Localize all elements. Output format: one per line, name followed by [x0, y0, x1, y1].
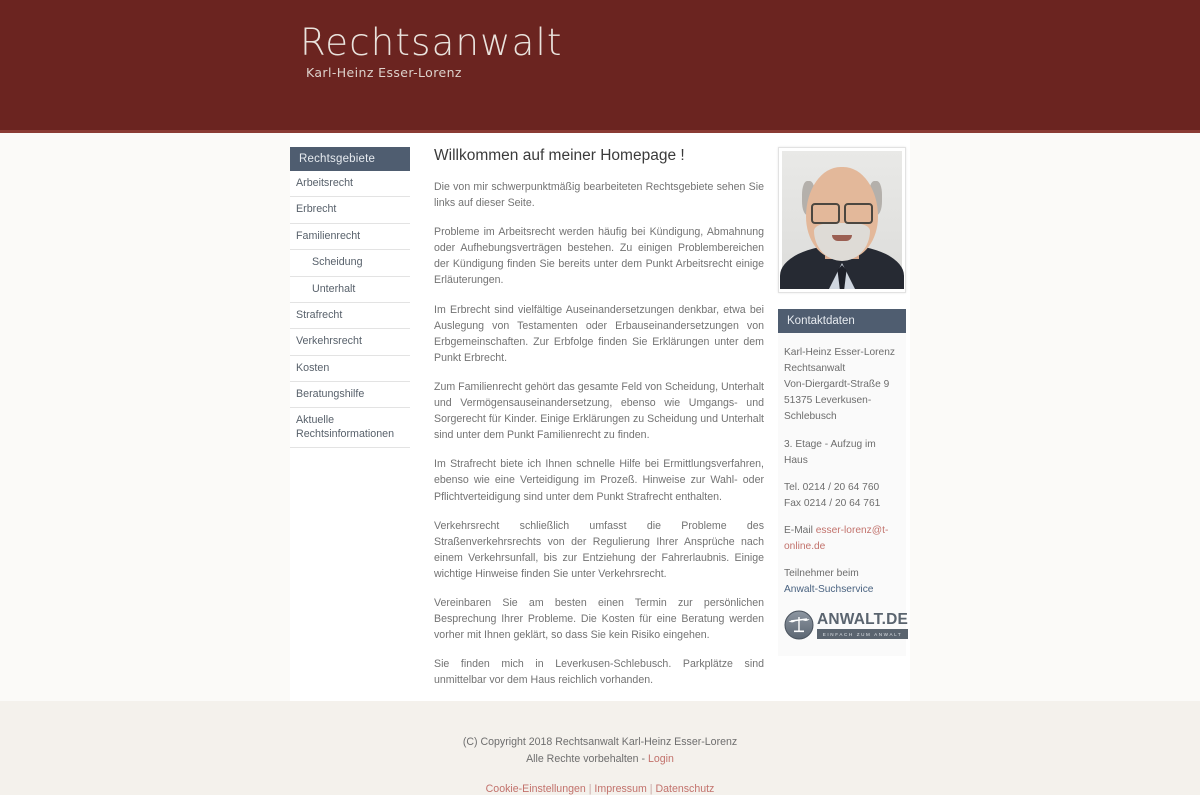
body-paragraph: Vereinbaren Sie am besten einen Termin zur persönlichen Besprechung Ihrer Probleme. Die Kosten für eine Beratung werden vorher mit Ihnen geklärt, so dass Sie kein Risiko eingehen.	[434, 596, 764, 642]
sidebar-panel-title: Rechtsgebiete	[290, 147, 410, 171]
sidebar-link[interactable]: Unterhalt	[312, 282, 356, 295]
body-paragraph: Die von mir schwerpunktmäßig bearbeiteten Rechtsgebiete sehen Sie links auf dieser Seite.	[434, 181, 764, 210]
contact-email-block	[784, 523, 898, 555]
sidebar-link[interactable]: Strafrecht	[296, 308, 343, 321]
footer-separator: |	[585, 783, 595, 795]
contact-panel-title: Kontaktdaten	[778, 309, 906, 333]
sidebar-item-strafrecht[interactable]	[290, 303, 410, 329]
anwalt-badge-name: ANWALT.DE	[817, 610, 909, 628]
main-content	[410, 147, 778, 701]
body-paragraph: Im Erbrecht sind vielfältige Auseinandersetzungen denkbar, etwa bei Auslegung von Testamenten oder Erbauseinandersetzungen von Erbgemeinschaften. Zur Erbfolge finden Sie Erklärungen unter dem Punkt Erbrecht.	[434, 303, 764, 364]
sidebar-link[interactable]: Aktuelle Rechtsinformationen	[296, 414, 395, 440]
footer-copyright: (C) Copyright 2018 Rechtsanwalt Karl-Heinz Esser-Lorenz	[462, 736, 738, 749]
contact-email-link[interactable]: esser-lorenz@t-online.de	[784, 524, 889, 553]
sidebar-item-arbeitsrecht[interactable]	[290, 171, 410, 197]
sidebar-item-kosten[interactable]	[290, 356, 410, 382]
logo-subtitle: Karl-Heinz Esser-Lorenz	[306, 64, 462, 80]
sidebar-link[interactable]: Beratungshilfe	[296, 388, 365, 400]
footer-rights-line	[0, 751, 1200, 767]
membership-label: Teilnehmer beim	[784, 568, 859, 580]
body-paragraph: Probleme im Arbeitsrecht werden häufig bei Kündigung, Abmahnung oder Aufhebungsverträgen bestehen. Zu einigen Problembereichen der Kündigung finden Sie bereits unter dem Punkt Arbeitsrecht einige Erläuterungen.	[434, 226, 764, 287]
page-title: Willkommen auf meiner Homepage !	[434, 147, 685, 164]
sidebar-nav	[290, 171, 410, 448]
sidebar-link[interactable]: Arbeitsrecht	[296, 177, 354, 189]
contact-floor: 3. Etage - Aufzug im Haus	[784, 438, 876, 466]
cookie-settings-link[interactable]: Cookie-Einstellungen	[485, 783, 586, 795]
body-paragraph: Im Strafrecht biete ich Ihnen schnelle Hilfe bei Ermittlungsverfahren, ebenso wie eine Verteidigung im Prozeß. Hinweise zur Wahl- oder Pflichtverteidigung sind unter dem Punkt Strafrecht enthalten.	[434, 458, 764, 503]
site-header	[0, 0, 1200, 133]
contact-street: Von-Diergardt-Straße 9	[784, 379, 890, 391]
anwalt-badge-tagline: EINFACH ZUM ANWALT	[817, 629, 908, 639]
anwalt-suchservice-link[interactable]: Anwalt-Suchservice	[784, 584, 874, 596]
sidebar-item-erbrecht[interactable]	[290, 197, 410, 223]
sidebar-link[interactable]: Scheidung	[312, 256, 363, 269]
sidebar-item-beratungshilfe[interactable]	[290, 382, 410, 408]
logo-title: Rechtsanwalt	[300, 21, 563, 64]
sidebar-item-scheidung[interactable]	[290, 250, 410, 276]
portrait-photo	[778, 147, 906, 293]
contact-phone: Tel. 0214 / 20 64 760	[784, 481, 880, 493]
sidebar-link[interactable]: Erbrecht	[296, 203, 337, 216]
contact-membership-block	[784, 566, 898, 598]
contact-address-block	[784, 345, 898, 426]
contact-fax: Fax 0214 / 20 64 761	[784, 497, 881, 509]
contact-email-label: E-Mail	[784, 524, 813, 536]
contact-panel-body	[778, 333, 909, 656]
datenschutz-link[interactable]: Datenschutz	[655, 783, 715, 795]
footer-legal-links	[0, 783, 1200, 795]
footer-rights-text: Alle Rechte vorbehalten -	[526, 752, 648, 765]
sidebar-link[interactable]: Kosten	[296, 361, 330, 374]
content-container	[290, 133, 910, 701]
contact-phone-block	[784, 480, 898, 512]
anwalt-de-badge[interactable]	[784, 610, 909, 640]
glasses-icon	[811, 203, 873, 220]
sidebar-item-familienrecht[interactable]	[290, 224, 410, 250]
contact-city: 51375 Leverkusen-Schlebusch	[784, 395, 872, 423]
body-paragraph: Verkehrsrecht schließlich umfasst die Probleme des Straßenverkehrsrechts von der Regulierung Ihrer Ansprüche nach einem Verkehrsunfall, bis zur Entziehung der Fahrerlaubnis. Einige wichtige Hinweise finden Sie unter Verkehrsrecht.	[434, 519, 764, 580]
login-link[interactable]: Login	[647, 752, 674, 765]
impressum-link[interactable]: Impressum	[594, 783, 647, 795]
footer-separator: |	[646, 783, 656, 795]
sidebar-item-unterhalt[interactable]	[290, 277, 410, 303]
sidebar-item-aktuelle-rechtsinformationen[interactable]	[290, 408, 410, 448]
site-logo[interactable]	[300, 21, 563, 80]
sidebar-item-verkehrsrecht[interactable]	[290, 329, 410, 355]
body-paragraph: Sie finden mich in Leverkusen-Schlebusch. Parkplätze sind unmittelbar vor dem Haus reichlich vorhanden.	[434, 658, 764, 687]
scales-of-justice-icon	[784, 610, 814, 640]
contact-profession: Rechtsanwalt	[784, 363, 846, 375]
sidebar-link[interactable]: Verkehrsrecht	[296, 335, 362, 348]
site-footer	[0, 701, 1200, 795]
left-sidebar	[290, 147, 410, 701]
sidebar-link[interactable]: Familienrecht	[296, 229, 361, 242]
contact-name: Karl-Heinz Esser-Lorenz	[784, 347, 895, 358]
body-paragraph: Zum Familienrecht gehört das gesamte Feld von Scheidung, Unterhalt und Vermögensauseinandersetzung, ebenso wie Umgangs- und Sorgerecht für Kinder. Einige Erklärungen zu Scheidung und Unterhalt sind unter dem Punkt Familienrecht zu finden.	[434, 380, 764, 442]
page-wrapper	[0, 133, 1200, 701]
right-sidebar	[778, 147, 909, 701]
